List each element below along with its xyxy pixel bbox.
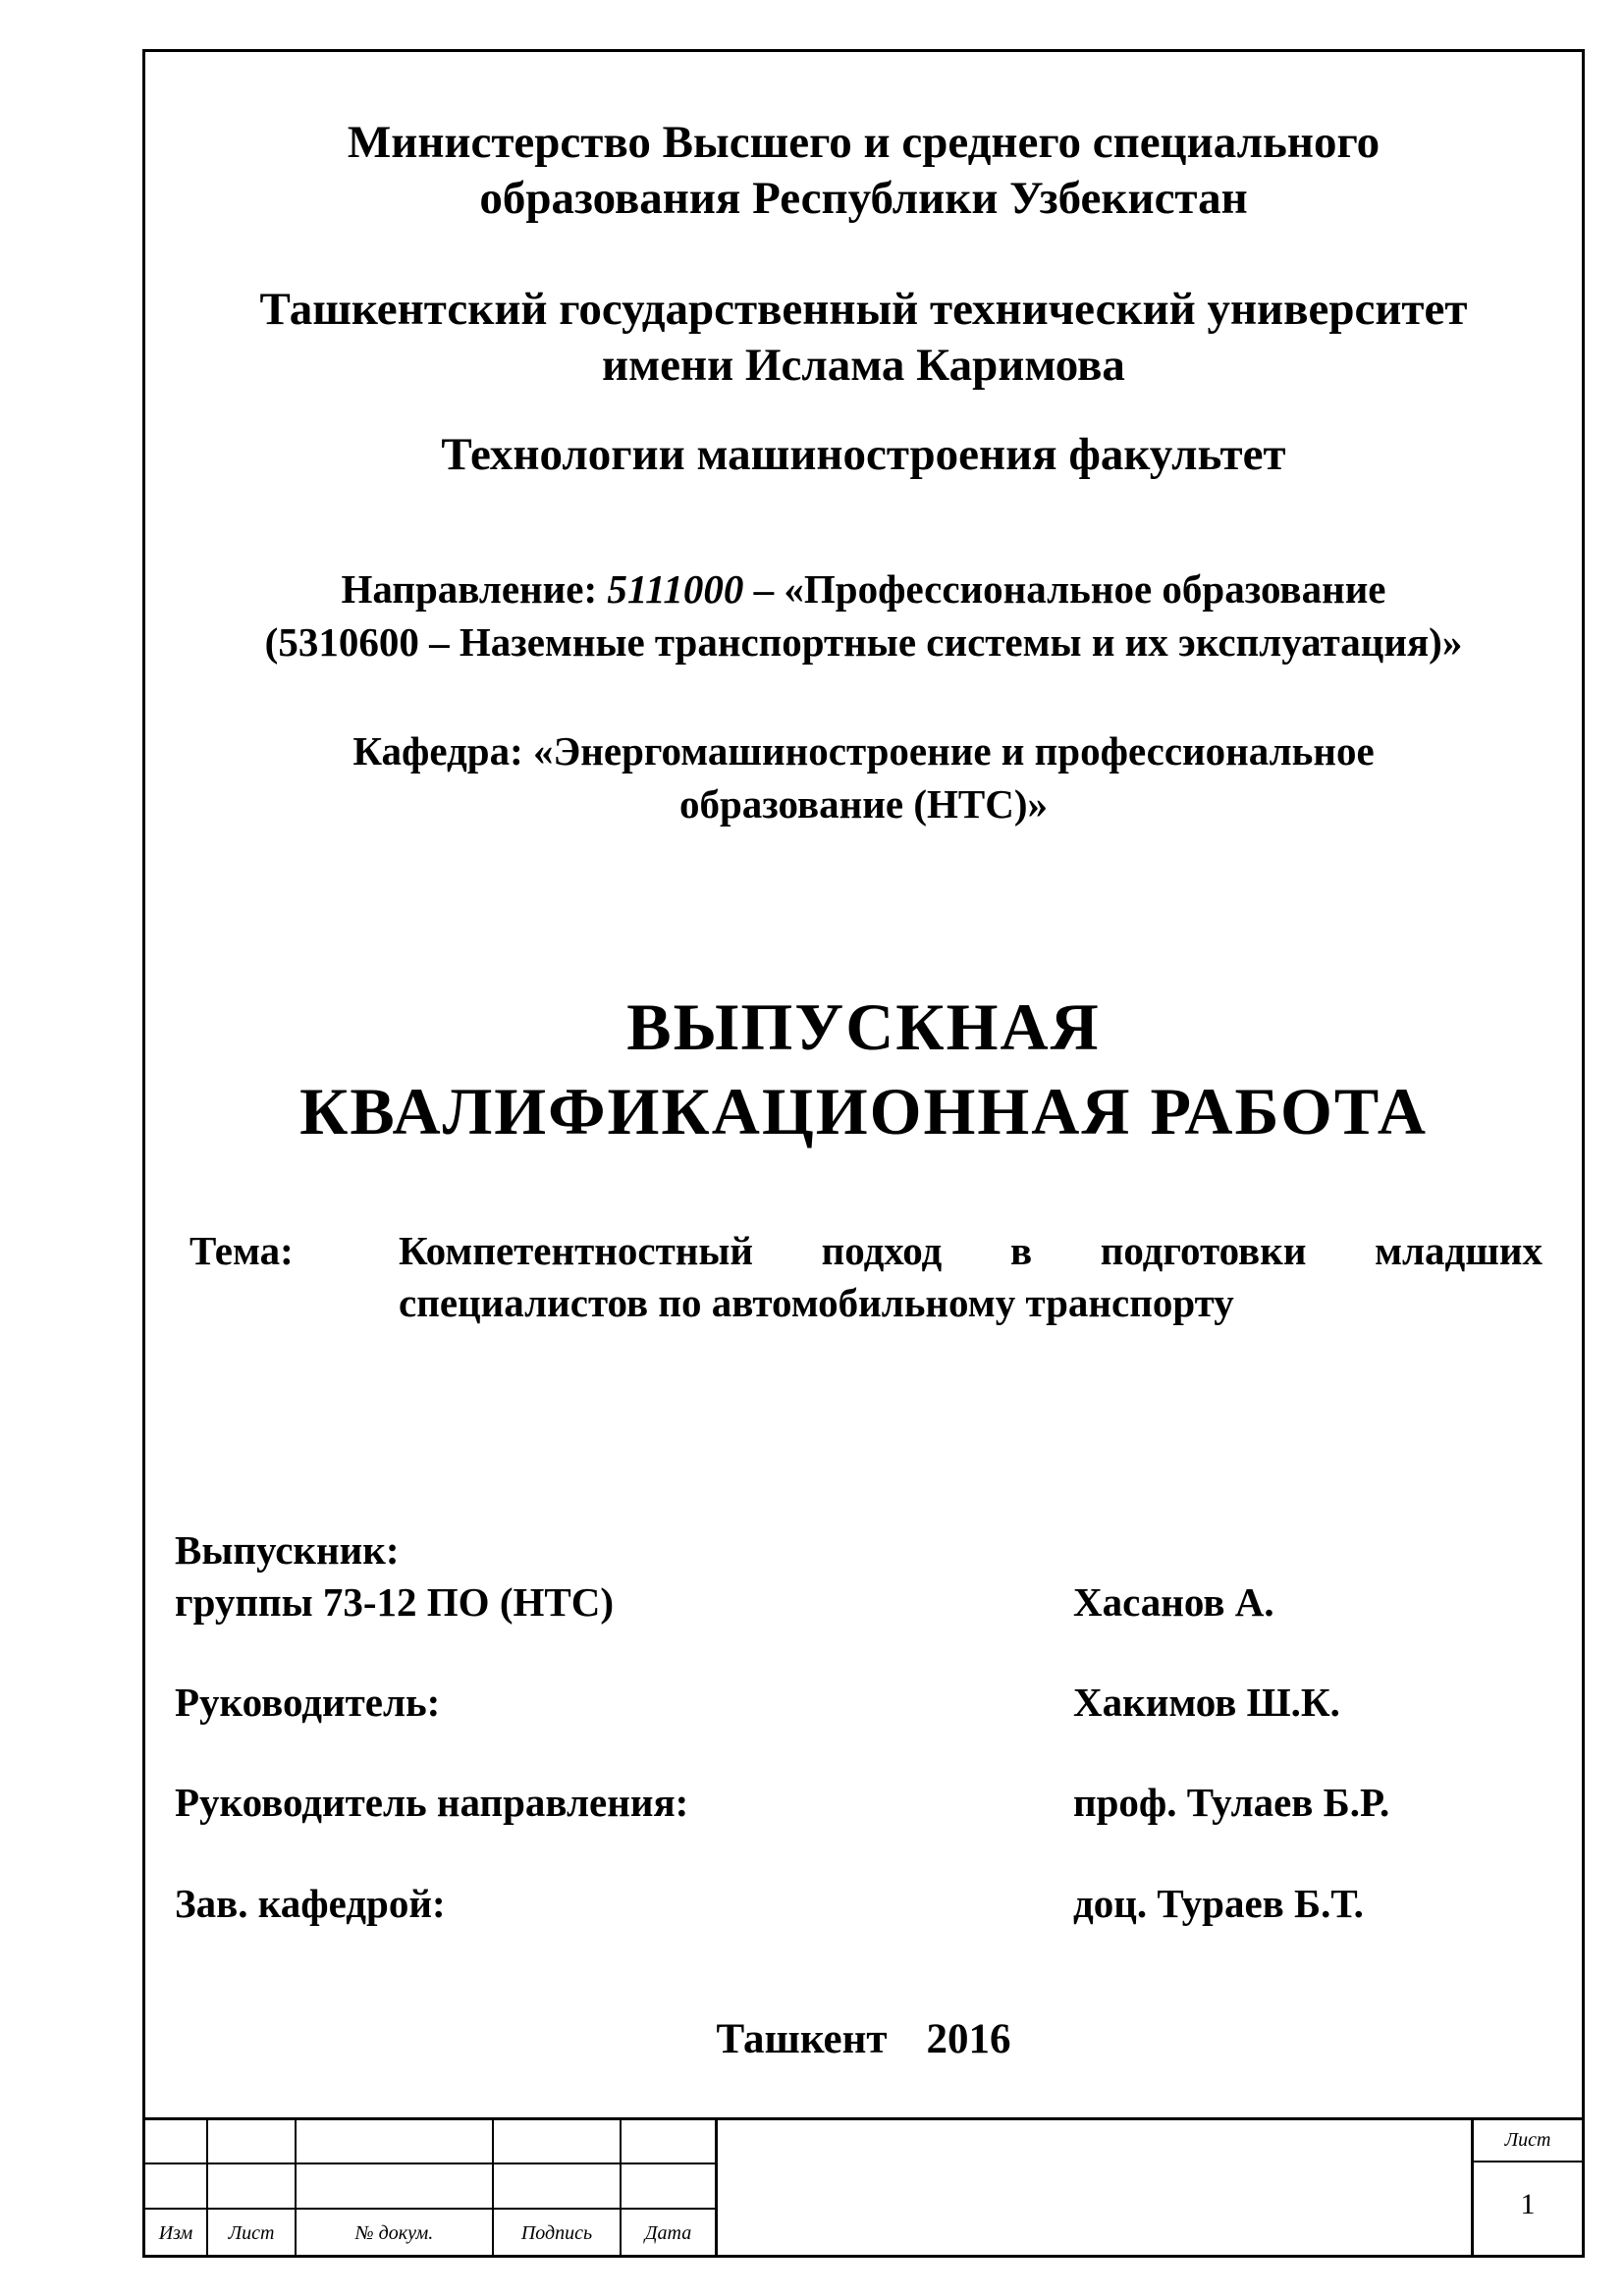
- direction-rest: – «Профессиональное образование: [743, 566, 1386, 612]
- topic-text: Компетентностный подход в подготовки младших специалистов по автомобильному транспорту: [399, 1228, 1543, 1325]
- university-line-2: имени Ислама Каримова: [602, 340, 1125, 391]
- city: Ташкент: [716, 2016, 888, 2062]
- stamp-sheet-label: Лист: [1504, 2129, 1551, 2151]
- ministry-line-2: образования Республики Узбекистан: [479, 173, 1248, 224]
- stamp-sheet-number: 1: [1520, 2188, 1536, 2220]
- ministry-line-1: Министерство Высшего и среднего специального: [347, 117, 1380, 168]
- stamp-col-sign: Подпись: [520, 2222, 593, 2244]
- title-block-stamp: [145, 2117, 1582, 2255]
- ministry-heading: [145, 115, 1582, 227]
- graduate-name: Хасанов А.: [1073, 1579, 1274, 1625]
- supervisor-name: Хакимов Ш.К.: [1073, 1680, 1340, 1725]
- university-heading: [145, 282, 1582, 394]
- university-line-1: Ташкентский государственный технический университет: [259, 284, 1468, 335]
- faculty-heading: Технологии машиностроения факультет: [441, 429, 1286, 480]
- stamp-row-line-1: [145, 2163, 715, 2164]
- stamp-col-date: Дата: [644, 2222, 692, 2244]
- page-frame: [142, 49, 1585, 2258]
- stamp-sheet-line: [1473, 2161, 1582, 2163]
- direction-line-2: (5310600 – Наземные транспортные системы и их эксплуатация)»: [264, 619, 1463, 665]
- city-year: [145, 2015, 1582, 2063]
- topic-label: Тема:: [189, 1228, 294, 1273]
- stamp-col-list: Лист: [228, 2222, 275, 2244]
- direction-line-1: [145, 562, 1582, 615]
- work-title-line-2: КВАЛИФИКАЦИОННАЯ РАБОТА: [299, 1074, 1428, 1148]
- direction-head-name: проф. Тулаев Б.Р.: [1073, 1780, 1390, 1825]
- stamp-top-line: [145, 2117, 1582, 2120]
- dept-head-label: Зав. кафедрой:: [175, 1881, 446, 1926]
- direction-head-label: Руководитель направления:: [175, 1780, 689, 1825]
- stamp-col-doc: № докум.: [354, 2222, 434, 2244]
- graduate-group: группы 73-12 ПО (НТС): [175, 1579, 614, 1625]
- work-title-line-1: ВЫПУСКНАЯ: [626, 989, 1101, 1064]
- dept-head-name: доц. Тураев Б.Т.: [1073, 1881, 1364, 1926]
- year: 2016: [926, 2016, 1011, 2062]
- direction-code: 5111000: [607, 566, 744, 612]
- department-block: [145, 724, 1582, 830]
- work-title: [145, 985, 1582, 1153]
- stamp-col-line-5: [715, 2117, 718, 2255]
- department-line-2: образование (НТС)»: [678, 781, 1048, 827]
- stamp-row-line-2: [145, 2208, 715, 2210]
- stamp-col-izm: Изм: [158, 2222, 193, 2244]
- department-line-1: Кафедра: «Энергомашиностроение и профессиональное: [352, 728, 1375, 774]
- direction-prefix: Направление:: [341, 566, 608, 612]
- direction-block: [145, 562, 1582, 668]
- graduate-label: Выпускник:: [175, 1527, 400, 1573]
- supervisor-label: Руководитель:: [175, 1680, 441, 1725]
